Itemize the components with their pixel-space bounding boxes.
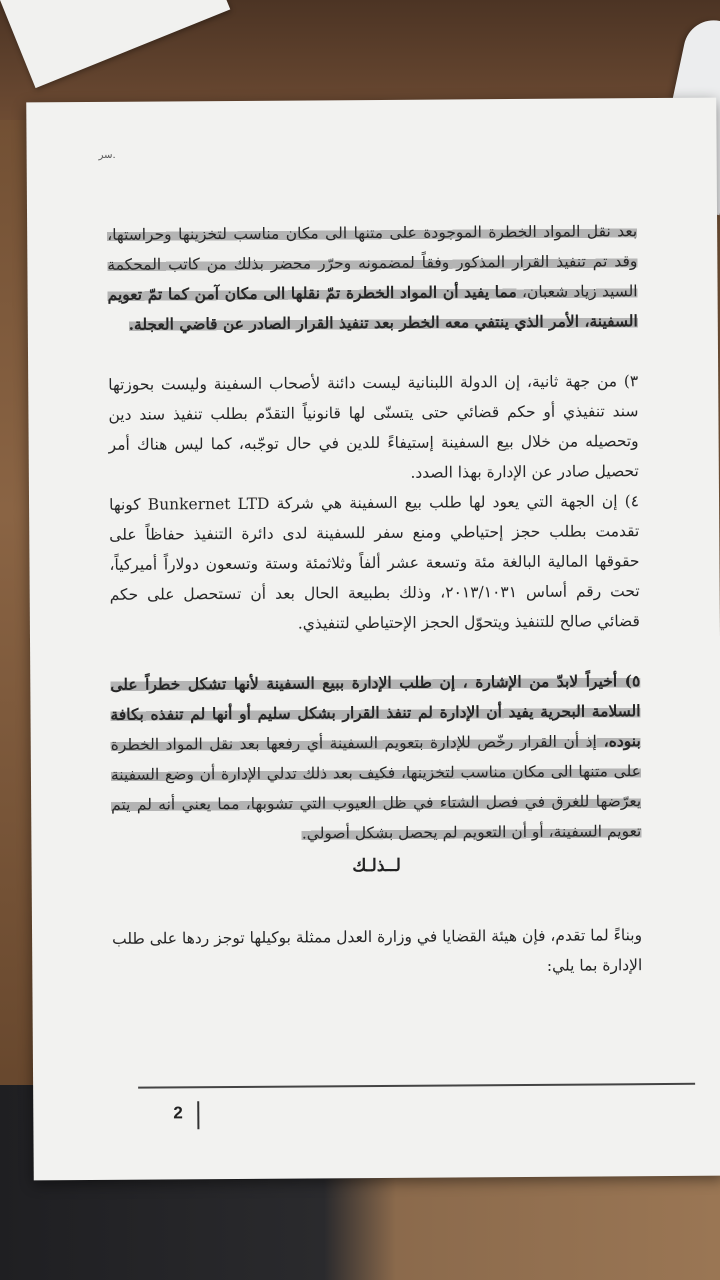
footer-rule (138, 1083, 695, 1089)
paragraph-1-plain: بعد نقل المواد الخطرة الموجودة على متنها الى مكان مناسب لتخزينها وحراستها، وقد تم تنفيذ القرار المذكور وفقاً لمضمونه وحرّر محضر بذلك من كاتب المحكمة السيد زياد شعبان، (107, 222, 638, 302)
section-heading: لــذلـك (352, 855, 401, 877)
paragraph-3 (109, 486, 640, 640)
paragraph-2 (108, 366, 639, 490)
paragraph-4-plain: إذ أن القرار رخّص للإدارة بتعويم السفينة أي رفعها بعد نقل المواد الخطرة على متنها الى مكان مناسب لتخزينها، فكيف بعد ذلك تدلي الإدارة أن وضع السفينة يعرّضها للغرق في فصل الشتاء في ظل العيوب التي تشوبها، مما يعني أنه لم يتم تعويم السفينة، أو أن التعويم لم يحصل بشكل أصولي. (110, 732, 642, 843)
paragraph-4 (110, 666, 641, 850)
page-number: 2 (173, 1103, 183, 1123)
page-number-divider (197, 1101, 199, 1129)
paragraph-1-bold: مما يفيد أن المواد الخطرة تمّ نقلها الى مكان آمن كما تمّ تعويم السفينة، الأمر الذي ينتفي معه الخطر بعد تنفيذ القرار الصادر عن قاضي العجلة. (107, 282, 638, 334)
closing-text: وبناءً لما تقدم، فإن هيئة القضايا في وزارة العدل ممثلة بوكيلها توجز ردها على طلب الإدارة بما يلي: (112, 926, 643, 975)
top-mark: سر. (98, 149, 116, 161)
paragraph-1 (107, 216, 638, 340)
closing-paragraph (112, 920, 642, 984)
document-page (26, 98, 720, 1181)
paragraph-2-text: ٣) من جهة ثانية، إن الدولة اللبنانية ليست دائنة لأصحاب السفينة وليست بحوزتها سند تنفيذي أو حكم قضائي حتى يتسنّى لها قانونياً التقدّم بطلب تنفيذ سند دين وتحصيله من خلال بيع السفينة إستيفاءً للدين في حال توجّبه، كما ليس هناك أمر تحصيل صادر عن الإدارة بهذا الصدد. (108, 372, 639, 482)
paragraph-3-text: ٤) إن الجهة التي يعود لها طلب بيع السفينة هي شركة Bunkernet LTD كونها تقدمت بطلب حجز إحتياطي ومنع سفر للسفينة لدى دائرة التنفيذ حفاظاً على حقوقها المالية البالغة مئة وتسعة عشر ألفاً وثلاثمئة وستة وتسعون دولاراً أميركياً، تحت رقم أساس ٢٠١٣/١٠٣١، وذلك بطبيعة الحال بعد أن تستحصل على حكم قضائي صالح للتنفيذ ويتحوّل الحجز الإحتياطي لتنفيذي. (108, 492, 640, 633)
paragraph-4-bold: ٥) أخيراً لابدّ من الإشارة ، إن طلب الإدارة ببيع السفينة لأنها تشكل خطراً على السلامة البحرية يفيد أن الإدارة لم تنفذ القرار بشكل سليم أو أنها لم تنفذه بكافة بنوده، (110, 671, 641, 751)
